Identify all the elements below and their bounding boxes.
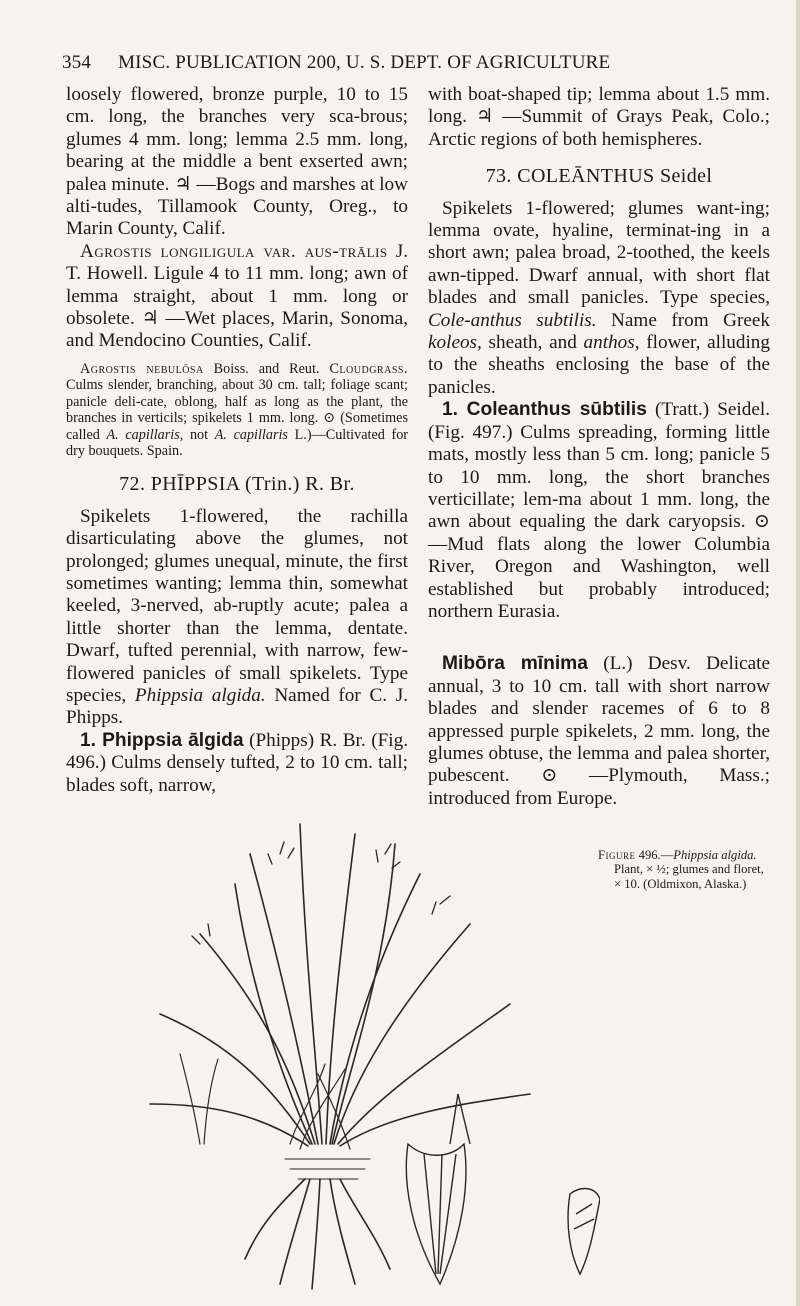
coleanthus-subtilis-entry (428, 399, 770, 623)
italic-name: Cole-anthus subtilis. (428, 309, 597, 331)
entry-text: Spikelets 1-flowered; glumes want-ing; lemma ovate, hyaline, terminat-ing in a short awn; palea broad, 2-toothed, the keels awn-tipped. Dwarf annual, with short flat blades and small panicles. Type species, (428, 197, 770, 309)
italic-name: Phippsia algida. (134, 684, 266, 706)
figure-caption-line: Plant, × ½; glumes and floret, (614, 862, 764, 877)
genus-heading-phippsia: 72. PHĪPPSIA (Trin.) R. Br. (119, 473, 355, 496)
page-edge (796, 0, 800, 1306)
entry-text: sheath, and (481, 332, 584, 354)
agrostis-longiligula-entry (66, 241, 408, 353)
entry-text: J. T. Howell. Ligule 4 to 11 mm. long; awn of lemma straight, about 1 mm. long or obsolete. ♃ —Wet places, Marin, Sonoma, and Mendocino Counties, Calif. (66, 240, 408, 352)
running-title: MISC. PUBLICATION 200, U. S. DEPT. OF AGRICULTURE (118, 52, 611, 73)
species-name: 1. Coleanthus sūbtilis (442, 399, 647, 421)
phippsia-algida-entry (66, 730, 408, 797)
entry-text: Culms slender, branching, about 30 cm. tall; foliage scant; panicle deli-cate, oblong, half as long as the plant, the branches in verticils; spikelets 1 mm. long. ⊙ (Sometimes called (66, 377, 408, 443)
genus-heading-coleanthus: 73. COLEĀNTHUS Seidel (485, 165, 713, 188)
entry-text: flower, alluding to the sheaths enclosing the base of the panicles. (428, 332, 770, 398)
figure-caption-line: × 10. (Oldmixon, Alaska.) (614, 876, 747, 891)
page-number: 354 (62, 52, 92, 73)
agrostis-paragraph-continued: loosely flowered, bronze purple, 10 to 15 cm. long, the branches very sca-brous; glumes 4 mm. long; lemma 2.5 mm. long, bearing at the middle a bent exserted awn; palea minute. ♃ —Bogs and marshes at low alti-tudes, Tillamook County, Oreg., to Marin County, Calif. (66, 84, 408, 240)
entry-text: (Tratt.) Seidel. (Fig. 497.) Culms spreading, forming little mats, mostly less than 5 cm. long; panicle 5 to 10 mm. long, the short branches verticillate; lem-ma about 1 mm. long, the awn about equaling the dark caryopsis. ⊙ —Mud flats along the lower Columbia River, Oregon and Washington, well established but probably introduced; northern Eurasia. (428, 399, 770, 622)
entry-text: (L.) Desv. Delicate annual, 3 to 10 cm. tall with short narrow blades and slender racemes of 6 to 8 appressed purple spikelets, 2 mm. long, the glumes obtuse, the lemma and palea shorter, pubescent. ⊙ —Plymouth, Mass.; introduced from Europe. (428, 653, 770, 809)
figure-caption (598, 848, 788, 891)
italic-name: A. capillaris, (106, 426, 184, 443)
right-column (428, 84, 770, 810)
species-name: 1. Phippsia ālgida (80, 729, 244, 751)
common-name: Cloudgrass. (329, 360, 408, 377)
entry-text: Name from Greek (596, 309, 771, 331)
italic-name: A. capillaris (214, 426, 288, 443)
mibora-minima-entry (428, 653, 770, 810)
left-column (66, 84, 408, 797)
entry-text: L.)—Cultivated for dry bouquets. Spain. (66, 426, 409, 459)
figure-label: Figure (598, 848, 636, 862)
entry-text: not (183, 426, 215, 443)
coleanthus-description (428, 198, 770, 400)
taxon-name: Agrostis nebulōsa (80, 360, 204, 377)
entry-text: Boiss. and Reut. (203, 360, 330, 377)
running-header (62, 52, 762, 74)
figure-species: Phippsia algida. (673, 848, 757, 862)
taxon-name: Agrostis longiligula var. aus-trālis (80, 240, 388, 262)
phippsia-algida-illustration (140, 814, 600, 1294)
entry-text: Spikelets 1-flowered, the rachilla disarticulating above the glumes, not prolonged; glumes unequal, minute, the first sometimes wanting; lemma thin, somewhat keeled, 3-nerved, ab-ruptly acute; palea a little shorter than the lemma, dentate. Dwarf, tufted perennial, with narrow, few-flowered panicles of small spikelets. Type species, (66, 505, 408, 706)
figure-number: 496.— (635, 848, 674, 862)
species-name: Mibōra mīnima (442, 653, 588, 675)
entry-text: (Phipps) R. Br. (Fig. 496.) Culms densely tufted, 2 to 10 cm. tall; blades soft, narrow, (66, 729, 408, 796)
entry-text: Named for C. J. Phipps. (66, 684, 408, 729)
italic-name: koleos, (428, 332, 482, 354)
phippsia-description (66, 506, 408, 730)
phippsia-algida-continued: with boat-shaped tip; lemma about 1.5 mm. long. ♃ —Summit of Grays Peak, Colo.; Arctic regions of both hemispheres. (428, 84, 770, 150)
italic-name: anthos, (583, 332, 640, 354)
agrostis-nebulosa-entry (66, 361, 408, 459)
